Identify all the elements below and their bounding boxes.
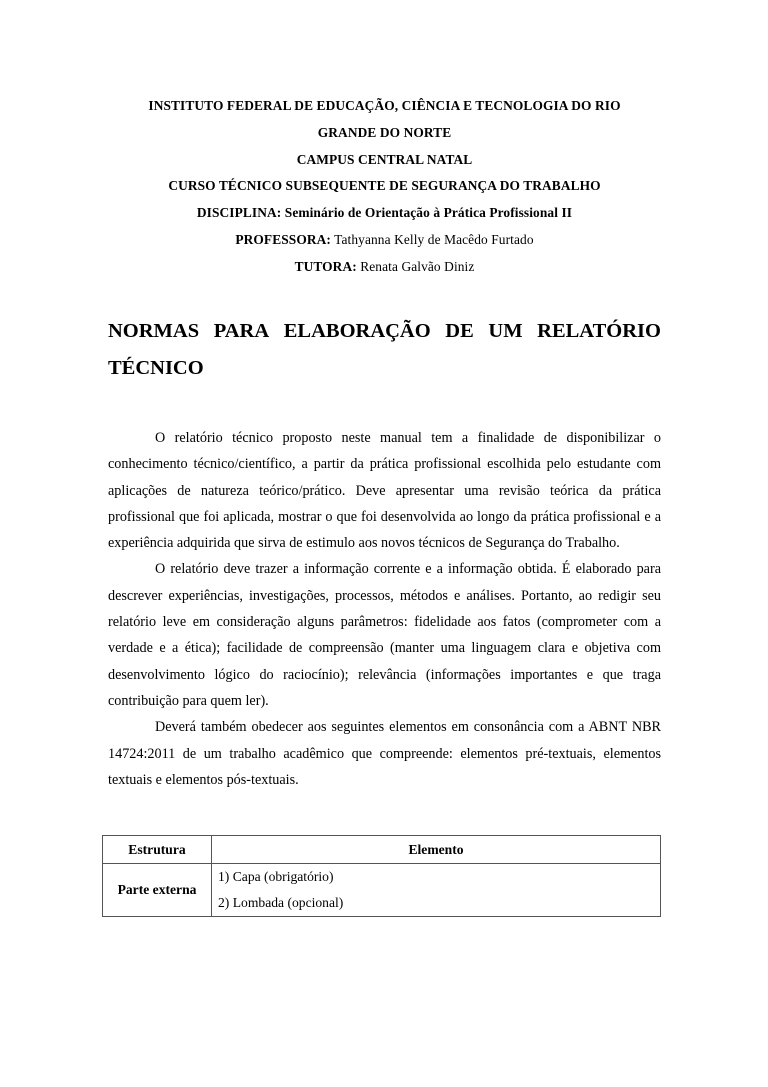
title-word: RELATÓRIO xyxy=(537,320,661,342)
document-title xyxy=(108,313,661,387)
paragraph: O relatório deve trazer a informação corrente e a informação obtida. É elaborado para descrever experiências, investigações, processos, métodos e análises. Portanto, ao redigir seu relatório leve em consideração alguns parâmetros: fidelidade aos fatos (comprometer com a verdade e a ética); facilidade de compreensão (manter uma linguagem clara e objetiva com desenvolvimento lógico do raciocínio); relevância (informações importantes e que traga contribuição para quem ler). xyxy=(108,561,661,709)
structure-table xyxy=(102,835,661,917)
institute-line-1: INSTITUTO FEDERAL DE EDUCAÇÃO, CIÊNCIA E TECNOLOGIA DO RIO xyxy=(148,98,621,113)
title-word: ELABORAÇÃO xyxy=(283,320,431,342)
institute-line-2: GRANDE DO NORTE xyxy=(317,124,452,140)
professor-label: PROFESSORA: xyxy=(235,231,331,247)
title-word: DE xyxy=(445,320,474,342)
element-cell xyxy=(212,864,661,917)
title-line-2: TÉCNICO xyxy=(108,357,204,379)
structure-cell: Parte externa xyxy=(103,864,212,917)
document-header xyxy=(108,93,661,281)
body-text xyxy=(108,425,661,793)
paragraph: Deverá também obedecer aos seguintes elementos em consonância com a ABNT NBR 14724:2011 de um trabalho acadêmico que compreende: elementos pré-textuais, elementos textuais e elementos pós-textuais. xyxy=(108,719,661,788)
element-item: 1) Capa (obrigatório) xyxy=(218,869,334,884)
title-word: PARA xyxy=(213,320,270,342)
column-header-element: Elemento xyxy=(212,836,661,864)
title-word: UM xyxy=(488,320,523,342)
paragraph: O relatório técnico proposto neste manual tem a finalidade de disponibilizar o conhecimento técnico/científico, a partir da prática profissional escolhida pelo estudante com aplicações de natureza teórico/prático. Deve apresentar uma revisão teórica da prática profissional que foi aplicada, mostrar o que foi desenvolvida ao longo da prática profissional e a experiência adquirida que sirva de estimulo aos novos técnicos de Segurança do Trabalho. xyxy=(108,430,661,552)
professor-line xyxy=(108,227,661,254)
column-header-structure: Estrutura xyxy=(103,836,212,864)
title-word: NORMAS xyxy=(108,320,200,342)
tutor-label: TUTORA: xyxy=(294,258,357,274)
title-line-1 xyxy=(108,313,661,350)
tutor-line xyxy=(108,254,661,281)
tutor-name: Renata Galvão Diniz xyxy=(360,258,475,274)
professor-name: Tathyanna Kelly de Macêdo Furtado xyxy=(334,231,534,247)
element-item: 2) Lombada (opcional) xyxy=(218,895,344,910)
table-row xyxy=(103,864,661,917)
table-header-row xyxy=(103,836,661,864)
course-line: CURSO TÉCNICO SUBSEQUENTE DE SEGURANÇA DO TRABALHO xyxy=(168,178,601,194)
campus-line: CAMPUS CENTRAL NATAL xyxy=(296,151,473,167)
discipline-line: DISCIPLINA: Seminário de Orientação à Prática Profissional II xyxy=(196,205,573,221)
